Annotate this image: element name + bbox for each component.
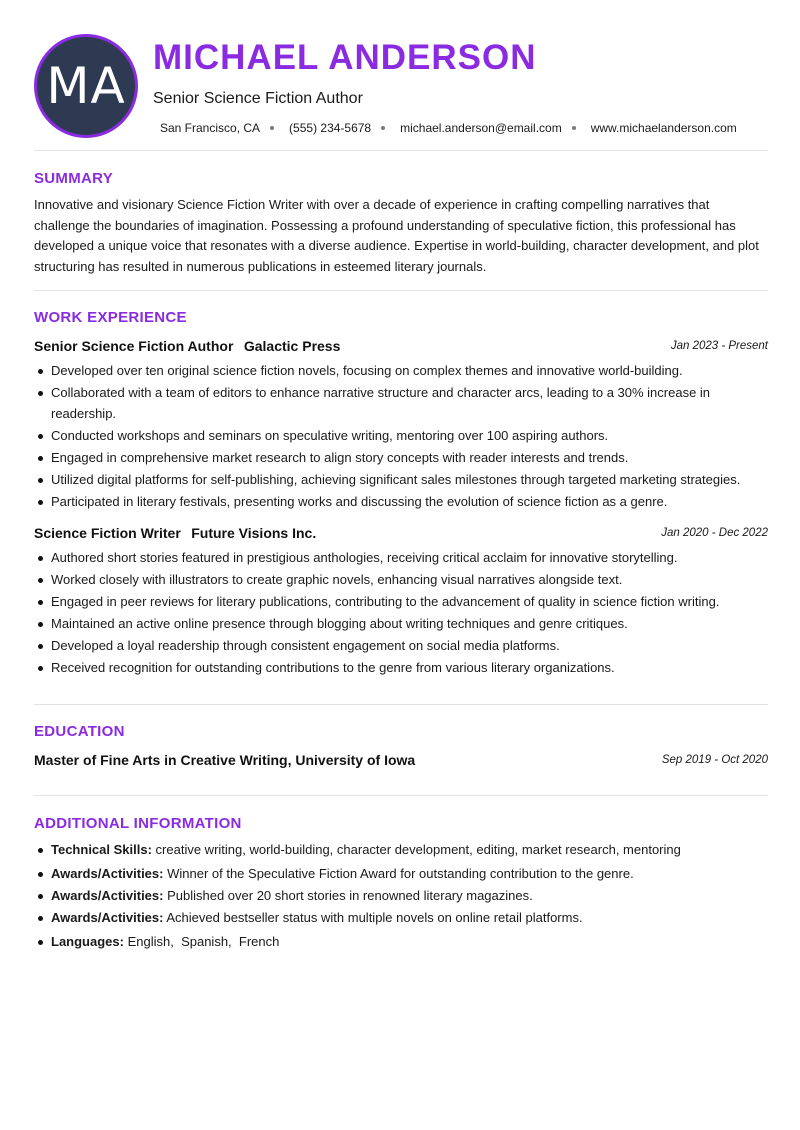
avatar — [34, 34, 138, 138]
item-label: Technical Skills: — [51, 842, 152, 857]
job-bullets — [34, 361, 768, 514]
list-item: Worked closely with illustrators to create graphic novels, enhancing visual narratives alongside text. — [34, 570, 768, 591]
job-header — [34, 525, 768, 543]
section-divider — [34, 704, 768, 705]
list-item — [34, 932, 768, 953]
list-item: Collaborated with a team of editors to enhance narrative structure and character arcs, leading to a 30% increase in readership. — [34, 383, 768, 424]
summary-heading: SUMMARY — [34, 170, 114, 187]
education-entry — [34, 752, 768, 770]
list-item: Engaged in peer reviews for literary publications, contributing to the advancement of quality in science fiction writing. — [34, 592, 768, 613]
list-item: Received recognition for outstanding contributions to the genre from various literary organizations. — [34, 658, 768, 679]
job-role: Science Fiction Writer — [34, 525, 181, 541]
contact-website[interactable]: www.michaelanderson.com — [590, 121, 737, 135]
additional-heading: ADDITIONAL INFORMATION — [34, 815, 242, 832]
education-heading: EDUCATION — [34, 723, 125, 740]
contact-line — [160, 121, 737, 135]
list-item: Engaged in comprehensive market research to align story concepts with reader interests and trends. — [34, 448, 768, 469]
avatar-initials: MA — [46, 57, 126, 115]
list-item — [34, 886, 768, 907]
item-label: Awards/Activities: — [51, 887, 164, 903]
contact-phone[interactable]: (555) 234-5678 — [289, 121, 372, 135]
resume-header — [34, 34, 768, 138]
list-item: Maintained an active online presence through blogging about writing techniques and genre critiques. — [34, 614, 768, 635]
job-header — [34, 338, 768, 356]
list-item — [34, 864, 768, 885]
list-item: Developed over ten original science fiction novels, focusing on complex themes and innovative world-building. — [34, 361, 768, 382]
job-role: Senior Science Fiction Author — [34, 338, 234, 354]
job-dates: Jan 2020 - Dec 2022 — [661, 527, 768, 539]
section-divider — [34, 795, 768, 796]
list-item: Conducted workshops and seminars on speculative writing, mentoring over 100 aspiring authors. — [34, 426, 768, 447]
list-item: Authored short stories featured in prestigious anthologies, receiving critical acclaim for innovative storytelling. — [34, 548, 768, 569]
experience-heading: WORK EXPERIENCE — [34, 309, 187, 326]
item-text: Winner of the Speculative Fiction Award for outstanding contribution to the genre. — [167, 865, 634, 881]
education-dates: Sep 2019 - Oct 2020 — [661, 754, 768, 766]
list-item: Participated in literary festivals, presenting works and discussing the evolution of science fiction as a genre. — [34, 492, 768, 513]
job-bullets — [34, 548, 768, 680]
item-text: Achieved bestseller status with multiple novels on online retail platforms. — [166, 909, 583, 925]
item-text: creative writing, world-building, character development, editing, market research, mentoring — [155, 842, 681, 857]
section-divider — [34, 150, 768, 151]
item-label: Awards/Activities: — [51, 909, 164, 925]
item-text: Published over 20 short stories in renowned literary magazines. — [167, 887, 533, 903]
list-item: Utilized digital platforms for self-publishing, achieving significant sales milestones through targeted marketing strategies. — [34, 470, 768, 491]
list-item: Developed a loyal readership through consistent engagement on social media platforms. — [34, 636, 768, 657]
list-item — [34, 840, 768, 861]
summary-text: Innovative and visionary Science Fiction Writer with over a decade of experience in crafting compelling narratives that challenge the boundaries of imagination. Possessing a profound understanding of speculative fiction, this professional has developed a unique voice that resonates with a diverse audience. Expertise in world-building, character development, and plot structuring has resulted in numerous publications in esteemed literary journals. — [34, 197, 759, 274]
contact-email[interactable]: michael.anderson@email.com — [400, 121, 562, 135]
separator-dot — [270, 126, 274, 130]
additional-list — [34, 840, 768, 954]
job-company: Galactic Press — [243, 338, 341, 354]
separator-dot — [572, 126, 576, 130]
contact-location: San Francisco, CA — [160, 121, 261, 135]
candidate-name: MICHAEL ANDERSON — [153, 38, 537, 77]
separator-dot — [381, 126, 385, 130]
job-title: Senior Science Fiction Author — [153, 90, 363, 107]
section-divider — [34, 290, 768, 291]
job-dates: Jan 2023 - Present — [670, 340, 768, 352]
item-text: English, Spanish, French — [127, 934, 280, 949]
item-label: Languages: — [51, 934, 124, 949]
list-item — [34, 908, 768, 929]
degree: Master of Fine Arts in Creative Writing, University of Iowa — [34, 752, 416, 768]
item-label: Awards/Activities: — [51, 865, 164, 881]
job-company: Future Visions Inc. — [191, 525, 317, 541]
